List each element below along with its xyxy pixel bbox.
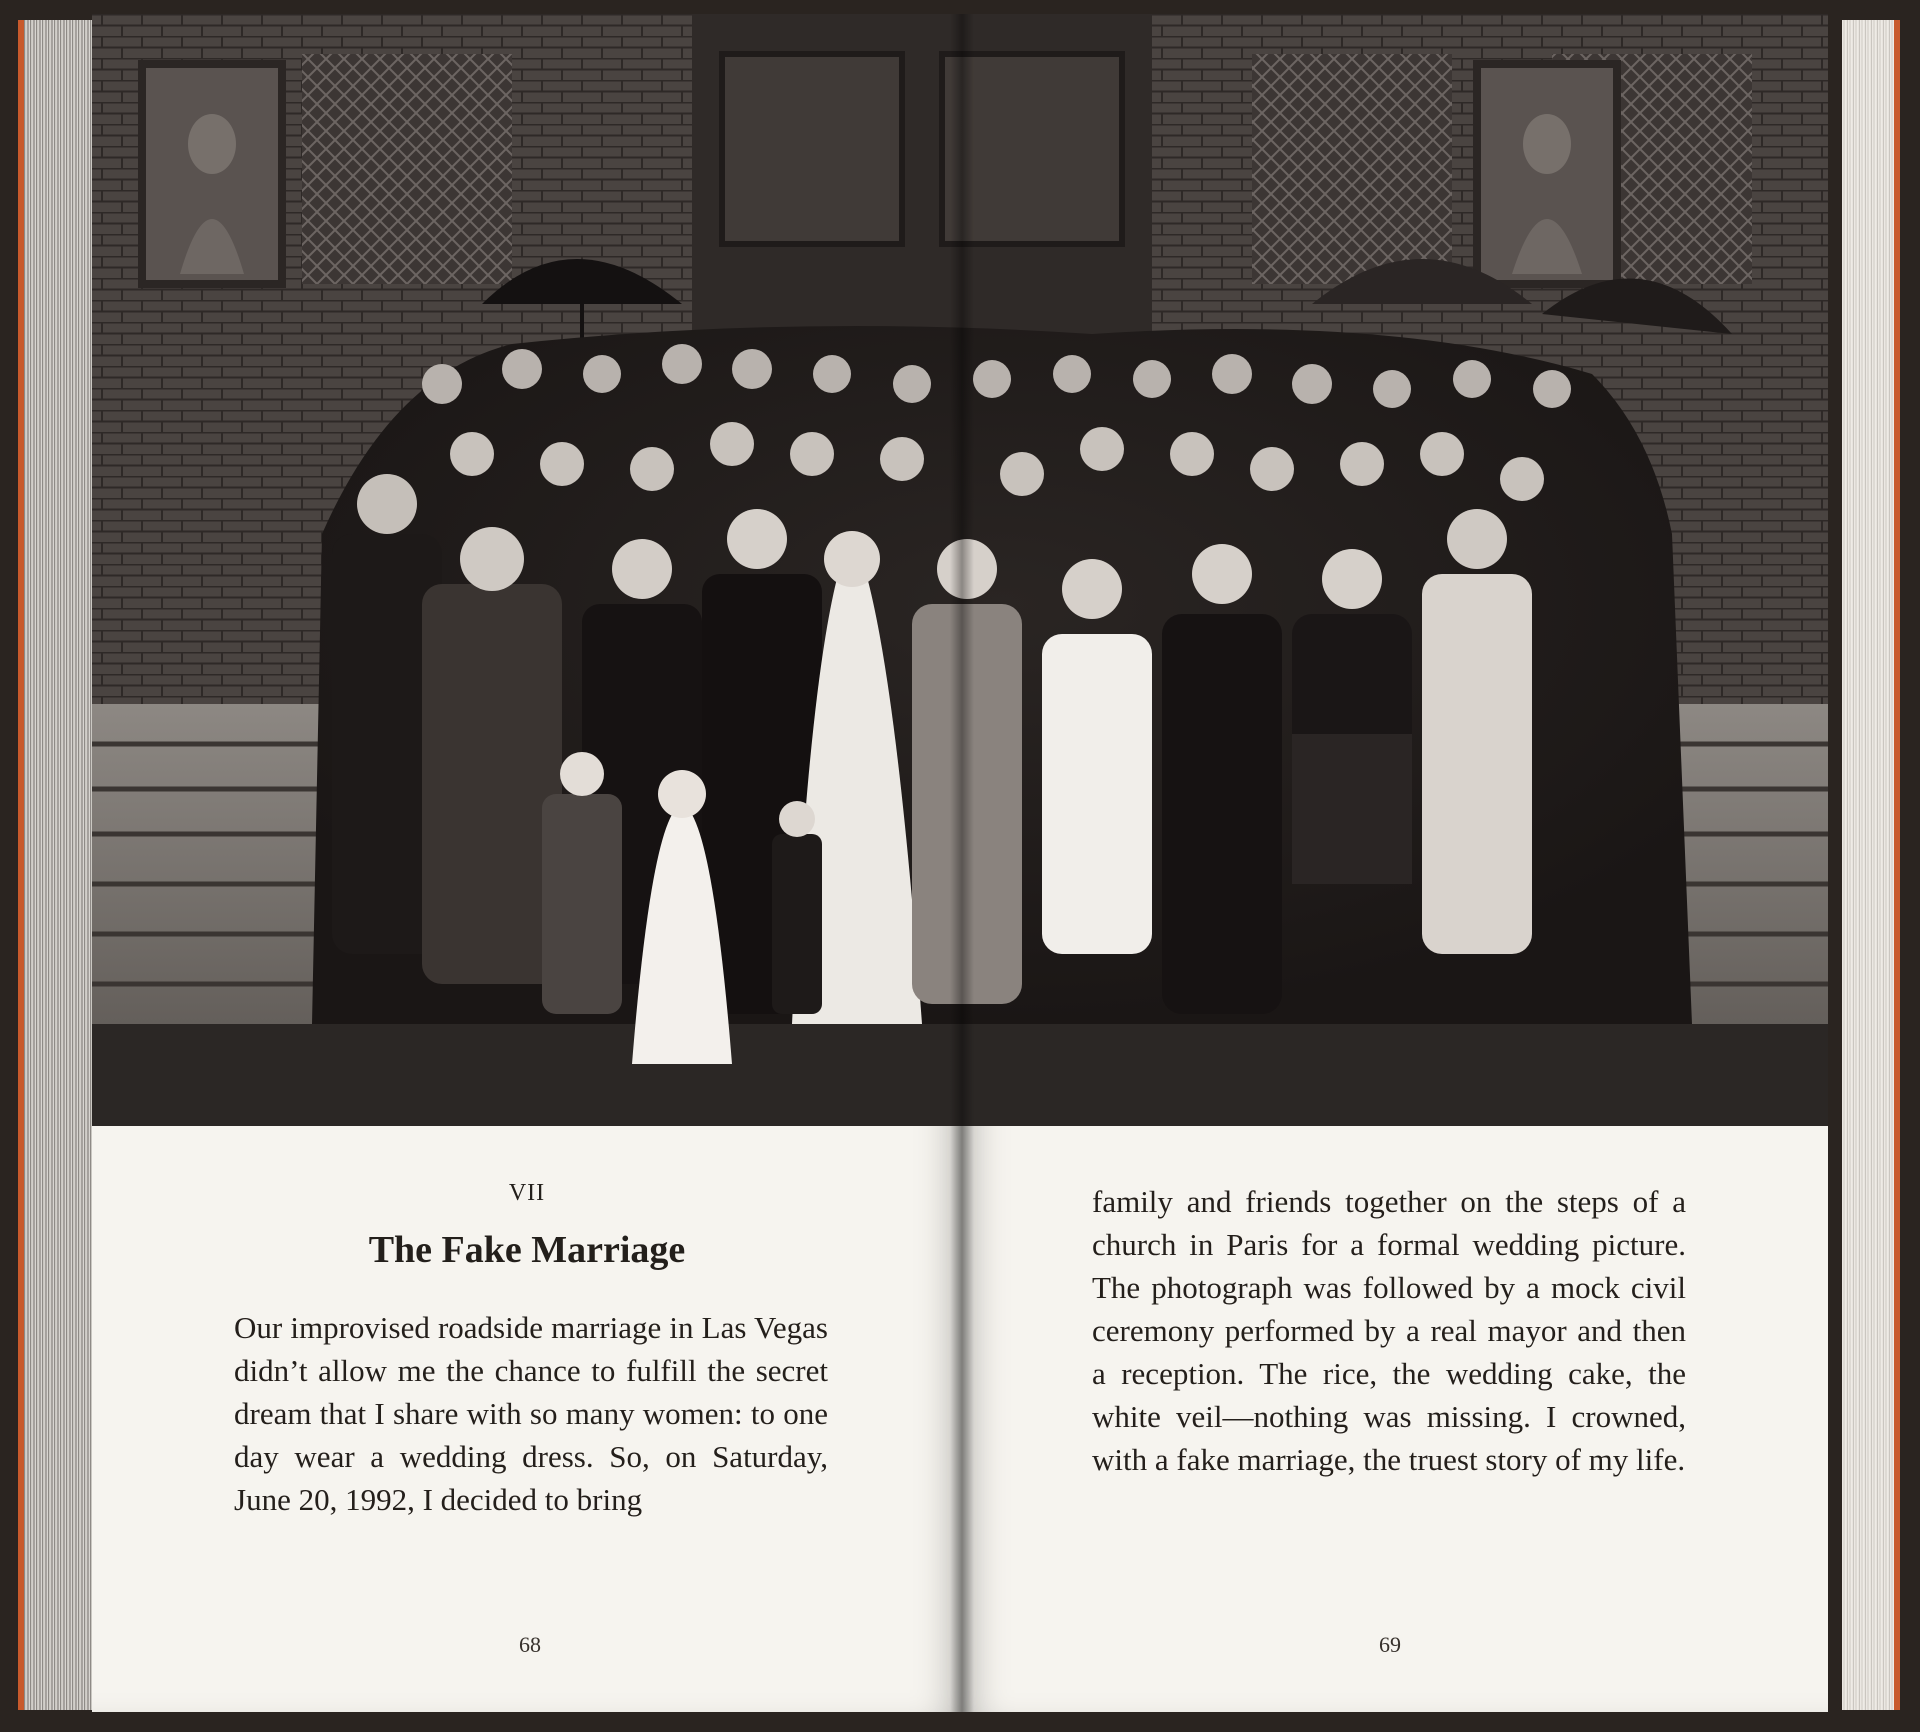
page-number-right: 69: [1379, 1632, 1401, 1657]
chapter-number: VII: [508, 1180, 546, 1206]
left-page-body-text: Our improvised roadside marriage in Las Vegas didn’t allow me the chance to fulfill the secret dream that I share with so many women: to one day wear a wedding dress. So, on Saturday, June 20, 1992, I decided to bring: [234, 1310, 828, 1517]
spine-shadow: [950, 14, 974, 1712]
page-edges-left: [18, 20, 100, 1710]
page-number-left: 68: [519, 1632, 541, 1657]
lattice-panel: [1252, 54, 1452, 284]
page-edges-right: [1842, 20, 1900, 1710]
right-page-body-text: family and friends together on the steps of a church in Paris for a formal wedding picture. The photograph was followed by a mock civil ceremony performed by a real mayor and then a reception. The rice, the wedding cake, the white veil—nothing was missing. I crowned, with a fake marriage, the truest story of my life.: [1092, 1184, 1686, 1477]
lattice-panel: [302, 54, 512, 284]
chapter-title: The Fake Marriage: [368, 1229, 686, 1271]
